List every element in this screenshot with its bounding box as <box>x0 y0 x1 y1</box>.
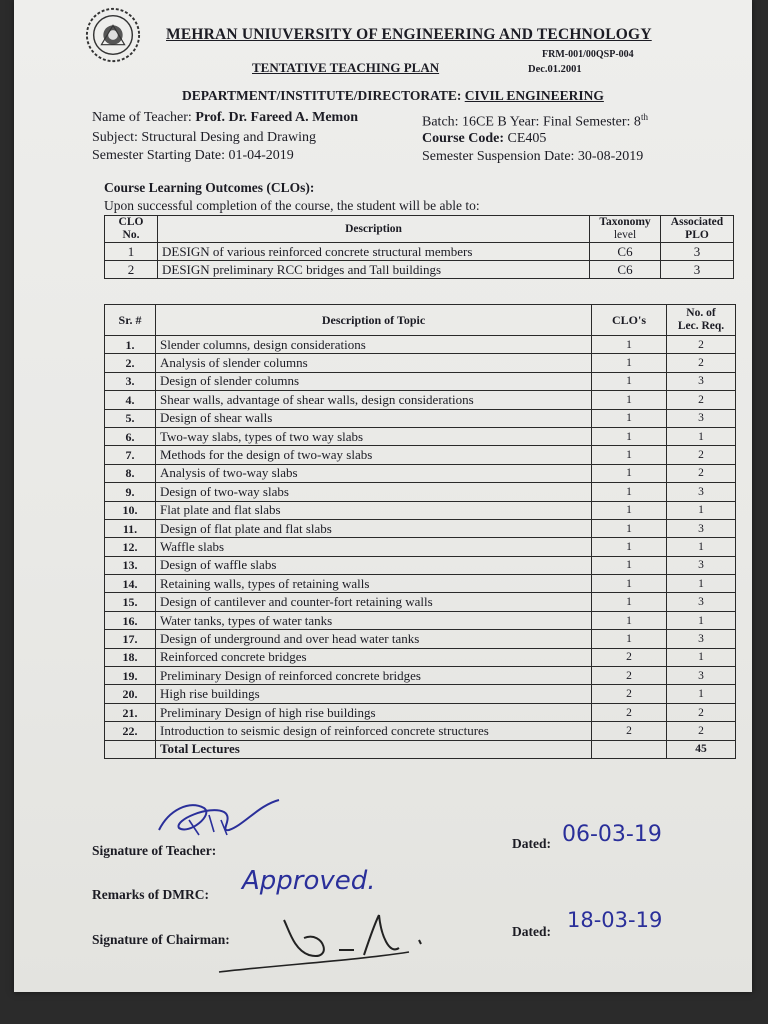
clo-column-header: CLO's <box>592 305 667 336</box>
topic-clo: 2 <box>592 648 667 666</box>
plan-title: TENTATIVE TEACHING PLAN <box>252 60 440 75</box>
topic-row <box>105 354 736 372</box>
topic-row <box>105 483 736 501</box>
batch-text: Batch: 16CE B Year: Final Semester: 8 <box>422 114 641 130</box>
topic-clo: 1 <box>592 354 667 372</box>
topic-description: Introduction to seismic design of reinforced concrete structures <box>156 722 592 740</box>
topic-clo: 1 <box>592 630 667 648</box>
topic-sr: 20. <box>105 685 156 703</box>
total-value: 45 <box>667 740 736 758</box>
suspension-date: Semester Suspension Date: 30-08-2019 <box>422 149 644 164</box>
topic-row <box>105 391 736 409</box>
dated-label-1: Dated: <box>512 836 551 851</box>
clo-row <box>105 243 734 261</box>
topic-description: Analysis of slender columns <box>156 354 592 372</box>
clo-description: DESIGN of various reinforced concrete structural members <box>158 243 590 261</box>
topic-clo: 1 <box>592 501 667 519</box>
topic-sr: 5. <box>105 409 156 427</box>
topic-lectures: 1 <box>667 575 736 593</box>
teacher-name: Prof. Dr. Fareed A. Memon <box>195 110 358 125</box>
plo-header: Associated PLO <box>661 216 734 243</box>
topic-row <box>105 409 736 427</box>
topic-sr: 13. <box>105 556 156 574</box>
course-code-value: CE405 <box>507 131 547 146</box>
topic-description: Design of flat plate and flat slabs <box>156 519 592 537</box>
topic-lectures: 3 <box>667 519 736 537</box>
topic-lectures: 3 <box>667 630 736 648</box>
form-number: FRM-001/00QSP-004 <box>542 49 634 60</box>
clo-table <box>104 215 734 279</box>
topic-lectures: 3 <box>667 556 736 574</box>
topic-sr: 1. <box>105 336 156 354</box>
topic-lectures: 2 <box>667 336 736 354</box>
topic-lectures: 2 <box>667 464 736 482</box>
topic-description: Shear walls, advantage of shear walls, design considerations <box>156 391 592 409</box>
clo-section-subtitle: Upon successful completion of the course, the student will be able to: <box>104 198 480 213</box>
total-label: Total Lectures <box>156 740 592 758</box>
department-value: CIVIL ENGINEERING <box>464 88 604 103</box>
semester-suffix: th <box>640 112 648 122</box>
topic-clo: 1 <box>592 446 667 464</box>
topic-clo: 1 <box>592 427 667 445</box>
topic-clo: 1 <box>592 372 667 390</box>
topic-description: Two-way slabs, types of two way slabs <box>156 427 592 445</box>
topic-lectures: 3 <box>667 483 736 501</box>
topics-table <box>104 304 736 759</box>
topic-description: Water tanks, types of water tanks <box>156 611 592 629</box>
topic-clo: 1 <box>592 593 667 611</box>
topic-description: Reinforced concrete bridges <box>156 648 592 666</box>
topic-sr: 10. <box>105 501 156 519</box>
clo-description-header: Description <box>158 216 590 243</box>
subject-line: Subject: Structural Desing and Drawing <box>92 130 316 145</box>
topic-description: Preliminary Design of high rise buildings <box>156 703 592 721</box>
topic-clo: 1 <box>592 538 667 556</box>
topic-row <box>105 630 736 648</box>
chairman-signature-label: Signature of Chairman: <box>92 932 230 947</box>
topic-lectures: 2 <box>667 354 736 372</box>
plan-date: Dec.01.2001 <box>528 64 582 75</box>
clo-plo: 3 <box>661 261 734 279</box>
total-row <box>105 740 736 758</box>
topic-clo: 1 <box>592 483 667 501</box>
topic-lectures: 3 <box>667 593 736 611</box>
clo-number: 1 <box>105 243 158 261</box>
topic-description: Design of shear walls <box>156 409 592 427</box>
taxonomy-header: Taxonomy level <box>590 216 661 243</box>
topic-description: Design of two-way slabs <box>156 483 592 501</box>
topics-header-row <box>105 305 736 336</box>
remarks-value: Approved. <box>242 866 376 896</box>
lectures-header: No. of Lec. Req. <box>667 305 736 336</box>
topic-lectures: 2 <box>667 391 736 409</box>
topic-sr: 22. <box>105 722 156 740</box>
topic-description: Design of cantilever and counter-fort retaining walls <box>156 593 592 611</box>
total-clo-cell <box>592 740 667 758</box>
topic-row <box>105 685 736 703</box>
topic-description-header: Description of Topic <box>156 305 592 336</box>
topic-description: Slender columns, design considerations <box>156 336 592 354</box>
clo-description: DESIGN preliminary RCC bridges and Tall buildings <box>158 261 590 279</box>
department-line <box>182 88 604 104</box>
topic-sr: 19. <box>105 667 156 685</box>
topic-lectures: 1 <box>667 685 736 703</box>
dated-label-2: Dated: <box>512 924 551 939</box>
topic-sr: 3. <box>105 372 156 390</box>
topic-row <box>105 427 736 445</box>
topic-lectures: 3 <box>667 409 736 427</box>
topic-description: Design of underground and over head water tanks <box>156 630 592 648</box>
course-code-label: Course Code: <box>422 131 505 146</box>
topic-clo: 2 <box>592 685 667 703</box>
topic-lectures: 2 <box>667 722 736 740</box>
topic-clo: 1 <box>592 575 667 593</box>
topic-description: Design of slender columns <box>156 372 592 390</box>
topic-row <box>105 593 736 611</box>
university-name: MEHRAN UNIUVERSITY OF ENGINEERING AND TECHNOLOGY <box>166 26 652 43</box>
university-seal-icon <box>84 6 142 64</box>
teacher-signature-label: Signature of Teacher: <box>92 843 217 858</box>
topic-description: Design of waffle slabs <box>156 556 592 574</box>
topic-row <box>105 722 736 740</box>
start-date: Semester Starting Date: 01-04-2019 <box>92 148 294 163</box>
chairman-signature <box>279 910 439 980</box>
topic-sr: 9. <box>105 483 156 501</box>
topic-clo: 1 <box>592 519 667 537</box>
topic-clo: 2 <box>592 722 667 740</box>
topic-lectures: 3 <box>667 372 736 390</box>
sr-header: Sr. # <box>105 305 156 336</box>
clo-row <box>105 261 734 279</box>
topic-description: Flat plate and flat slabs <box>156 501 592 519</box>
clo-no-header: CLO No. <box>105 216 158 243</box>
clo-taxonomy: C6 <box>590 243 661 261</box>
topic-sr: 7. <box>105 446 156 464</box>
clo-header-row <box>105 216 734 243</box>
topic-clo: 1 <box>592 391 667 409</box>
clo-section-title: Course Learning Outcomes (CLOs): <box>104 180 315 195</box>
topic-sr: 6. <box>105 427 156 445</box>
topic-row <box>105 336 736 354</box>
clo-taxonomy: C6 <box>590 261 661 279</box>
topic-description: Preliminary Design of reinforced concrete bridges <box>156 667 592 685</box>
topic-description: High rise buildings <box>156 685 592 703</box>
topic-sr: 2. <box>105 354 156 372</box>
topic-row <box>105 538 736 556</box>
topic-lectures: 2 <box>667 703 736 721</box>
topic-lectures: 3 <box>667 667 736 685</box>
topic-row <box>105 446 736 464</box>
batch-line <box>422 112 648 131</box>
topic-description: Analysis of two-way slabs <box>156 464 592 482</box>
topics-body <box>105 336 736 759</box>
topic-clo: 1 <box>592 409 667 427</box>
topic-lectures: 1 <box>667 427 736 445</box>
remarks-label: Remarks of DMRC: <box>92 887 209 902</box>
teacher-line <box>92 110 358 126</box>
topic-lectures: 1 <box>667 501 736 519</box>
document-page <box>14 0 752 992</box>
course-code-line <box>422 131 546 147</box>
teacher-signature <box>149 790 289 850</box>
dated-value-1: 06-03-19 <box>562 822 662 847</box>
department-label: DEPARTMENT/INSTITUTE/DIRECTORATE: <box>182 88 462 103</box>
total-empty-cell <box>105 740 156 758</box>
topic-lectures: 1 <box>667 538 736 556</box>
topic-row <box>105 501 736 519</box>
topic-sr: 21. <box>105 703 156 721</box>
clo-number: 2 <box>105 261 158 279</box>
topic-lectures: 1 <box>667 611 736 629</box>
topic-clo: 1 <box>592 336 667 354</box>
topic-sr: 4. <box>105 391 156 409</box>
topic-row <box>105 703 736 721</box>
topic-row <box>105 464 736 482</box>
topic-row <box>105 611 736 629</box>
topic-description: Waffle slabs <box>156 538 592 556</box>
topic-row <box>105 519 736 537</box>
topic-row <box>105 648 736 666</box>
topic-sr: 11. <box>105 519 156 537</box>
topic-clo: 2 <box>592 667 667 685</box>
topic-row <box>105 556 736 574</box>
topic-description: Retaining walls, types of retaining walls <box>156 575 592 593</box>
topic-sr: 15. <box>105 593 156 611</box>
topic-sr: 17. <box>105 630 156 648</box>
topic-clo: 1 <box>592 556 667 574</box>
teacher-label: Name of Teacher: <box>92 110 192 125</box>
topic-row <box>105 575 736 593</box>
topic-sr: 8. <box>105 464 156 482</box>
topic-row <box>105 372 736 390</box>
topic-lectures: 2 <box>667 446 736 464</box>
topic-clo: 1 <box>592 464 667 482</box>
topic-description: Methods for the design of two-way slabs <box>156 446 592 464</box>
topic-row <box>105 667 736 685</box>
topic-sr: 12. <box>105 538 156 556</box>
topic-clo: 2 <box>592 703 667 721</box>
clo-plo: 3 <box>661 243 734 261</box>
topic-sr: 18. <box>105 648 156 666</box>
dated-value-2: 18-03-19 <box>567 908 663 932</box>
topic-clo: 1 <box>592 611 667 629</box>
topic-lectures: 1 <box>667 648 736 666</box>
topic-sr: 14. <box>105 575 156 593</box>
topic-sr: 16. <box>105 611 156 629</box>
